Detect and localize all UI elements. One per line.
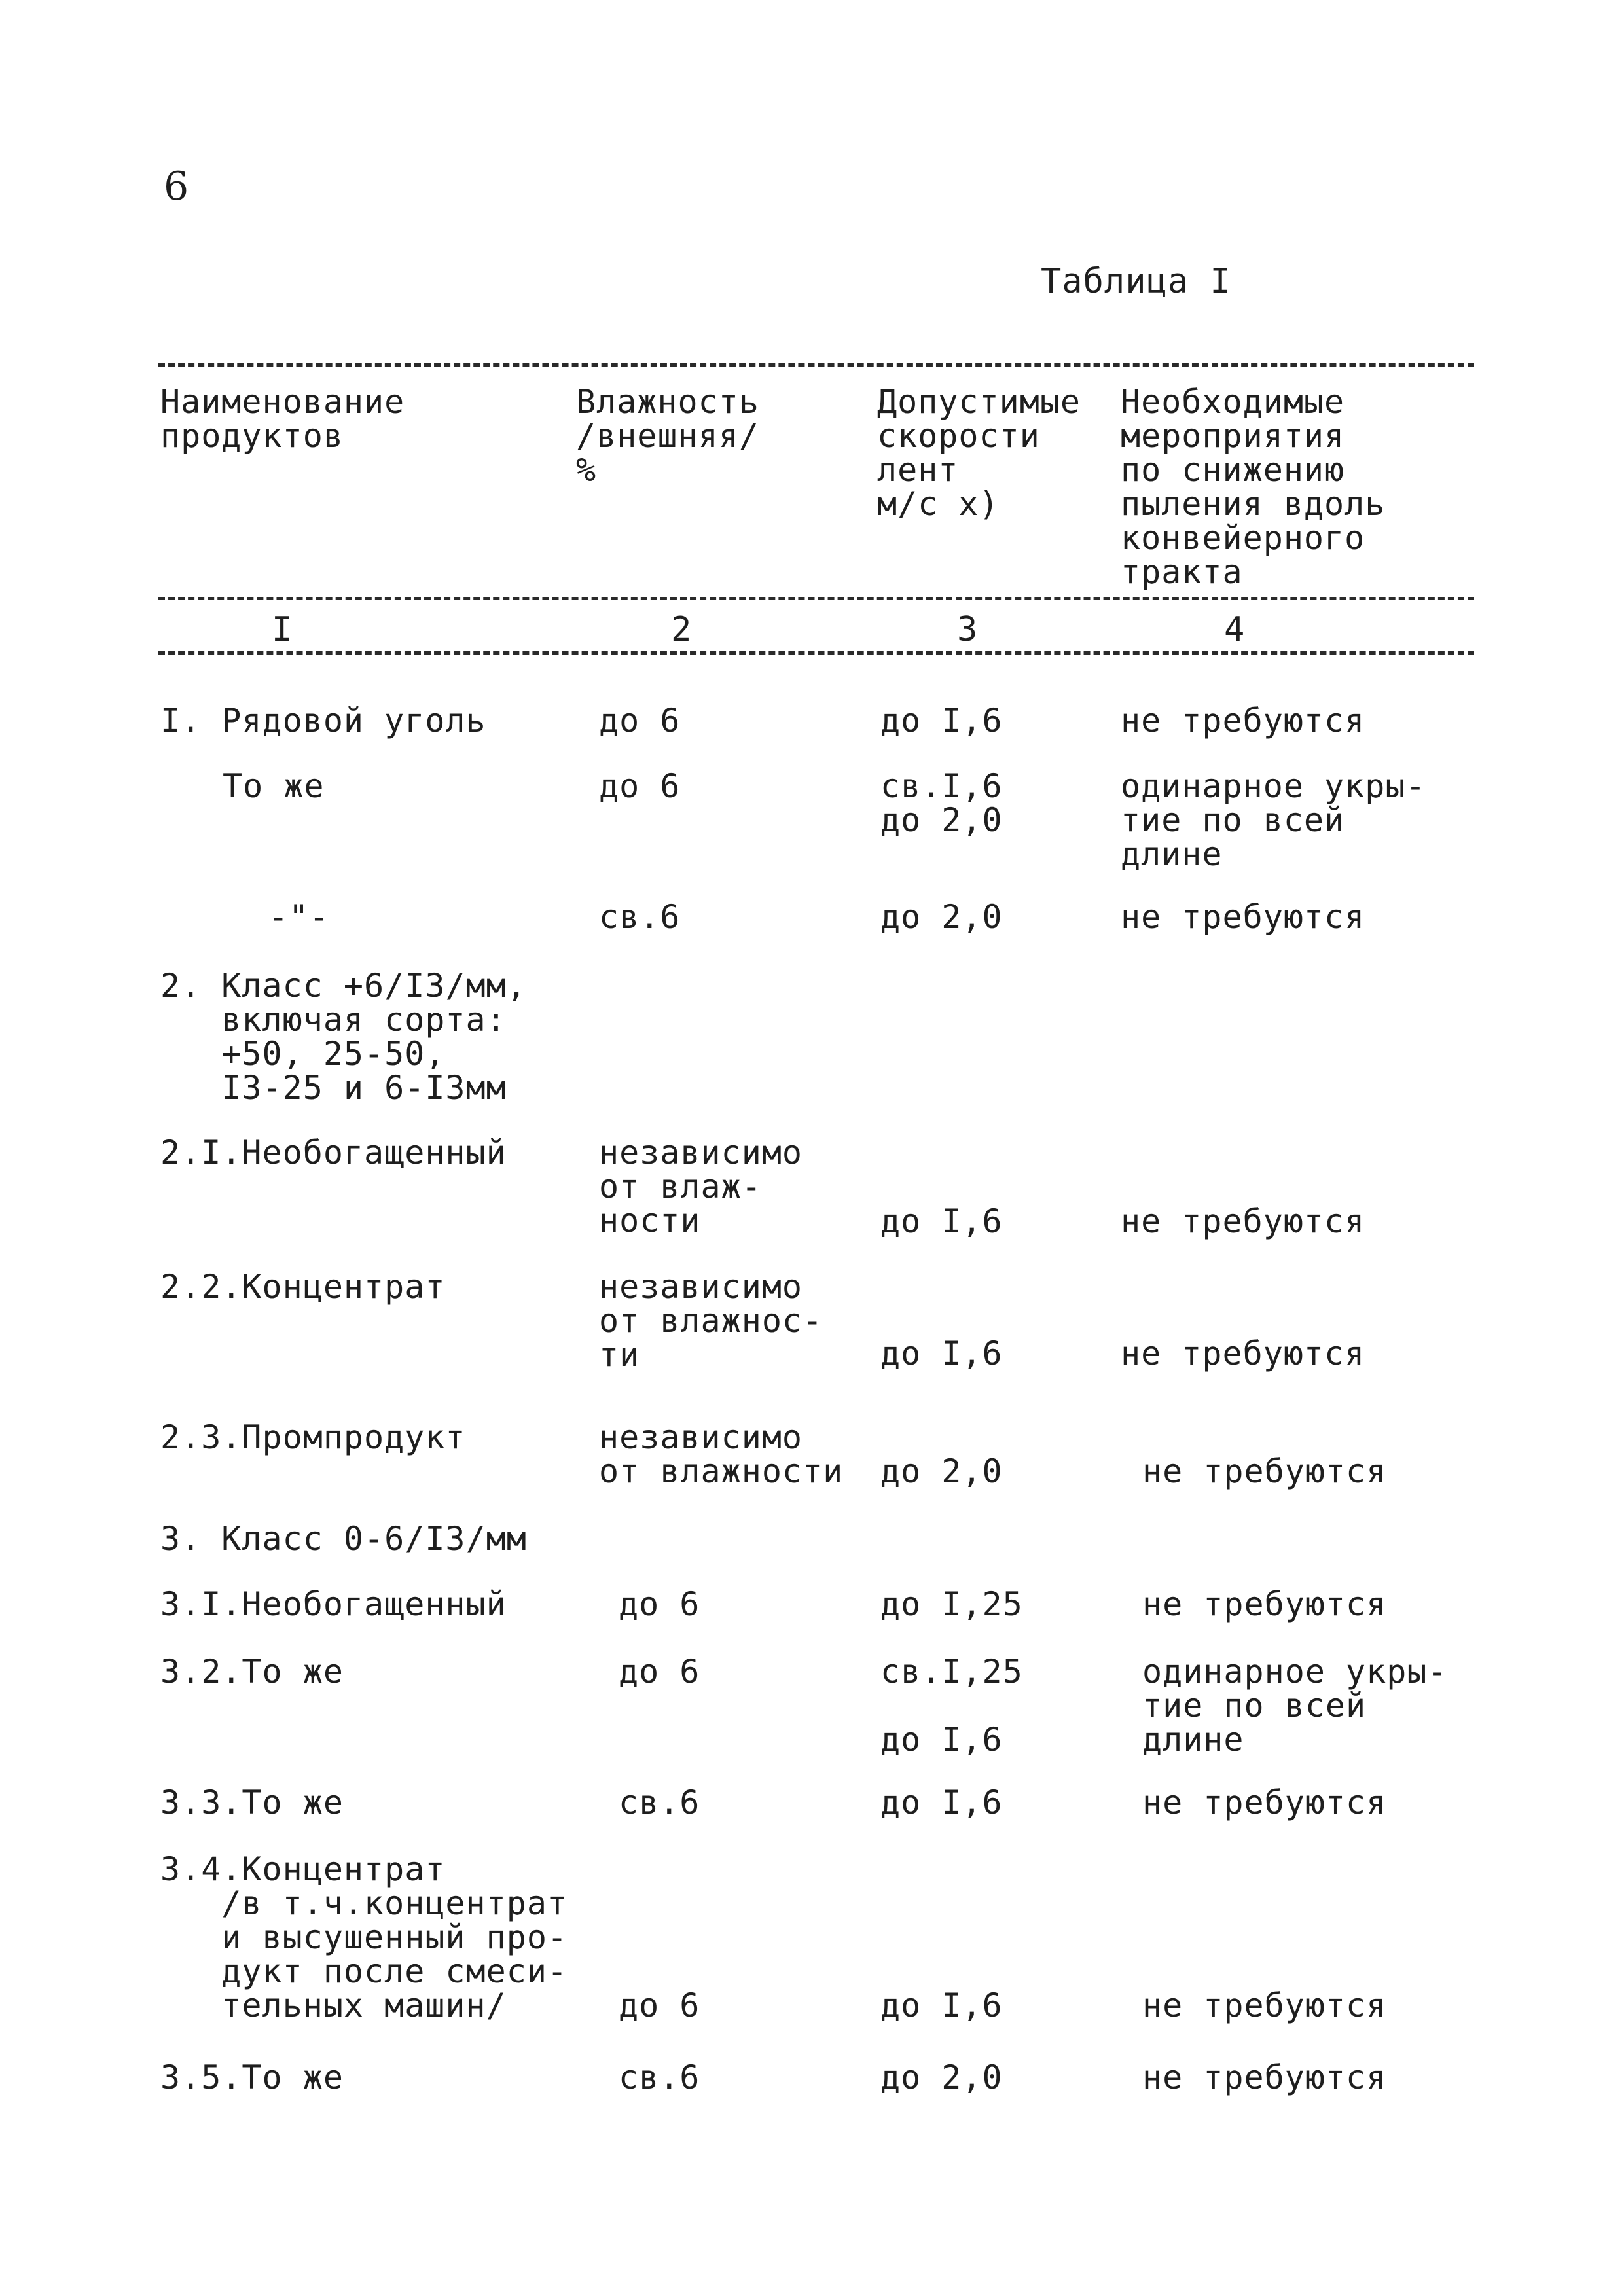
table-caption: Таблица I [1041,262,1231,301]
row-moisture: до 6 [619,1653,700,1691]
row-speed: до I,6 [880,1784,1003,1821]
row-speed: до I,6 [880,1986,1003,2024]
row-measures: не требуются [1142,1585,1387,1623]
row-moisture: св.6 [599,898,681,936]
row-measures: не требуются [1142,1986,1387,2024]
row-speed: до I,6 [880,1202,1003,1240]
row-measures: не требуются [1142,1452,1387,1490]
row-speed: до 2,0 [880,2058,1003,2096]
column-number-1: I [272,610,293,649]
column-numbers-rule [158,651,1474,655]
row-speed: до 2,0 [880,898,1003,936]
row-moisture: независимо от влажности [599,1418,844,1490]
row-moisture: до 6 [599,702,681,740]
row-product: 3. Класс 0-6/I3/мм [160,1520,527,1558]
table-top-rule [158,363,1474,367]
row-measures: одинарное укры- тие по всей длине [1142,1653,1448,1759]
row-product: 2.3.Промпродукт [160,1418,466,1456]
row-measures: не требуются [1121,898,1365,936]
header-moisture: Влажность /внешняя/ % [576,383,759,489]
row-moisture: до 6 [599,767,681,805]
row-measures: не требуются [1142,2058,1387,2096]
row-product: То же [223,767,325,805]
header-measures: Необходимые мероприятия по снижению пыления вдоль конвейерного тракта [1121,383,1386,591]
column-number-4: 4 [1224,610,1245,649]
column-number-3: 3 [957,610,978,649]
row-measures: одинарное укры- тие по всей длине [1121,767,1426,873]
row-moisture: св.6 [619,2058,700,2096]
row-moisture: независимо от влажнос- ти [599,1268,823,1374]
row-speed: св.I,6 до 2,0 [880,767,1003,839]
row-speed: до I,6 [880,702,1003,740]
row-product: -"- [268,898,330,936]
row-moisture: до 6 [619,1986,700,2024]
row-product: 2.2.Концентрат [160,1268,446,1306]
row-product: 3.3.То же [160,1784,344,1821]
row-product: 3.2.То же [160,1653,344,1691]
row-measures: не требуются [1121,1202,1365,1240]
row-measures: не требуются [1121,702,1365,740]
row-product: 3.4.Концентрат /в т.ч.концентрат и высушенный про- дукт после смеси- тельных машин/ [160,1850,568,2024]
column-number-2: 2 [671,610,692,649]
row-product: I. Рядовой уголь [160,702,486,740]
row-moisture: св.6 [619,1784,700,1821]
row-product: 2.I.Необогащенный [160,1134,507,1172]
row-measures: не требуются [1142,1784,1387,1821]
row-moisture: независимо от влаж- ности [599,1134,803,1240]
row-speed: до 2,0 [880,1452,1003,1490]
row-moisture: до 6 [619,1585,700,1623]
row-product: 3.5.То же [160,2058,344,2096]
header-bottom-rule [158,597,1474,600]
row-product: 2. Класс +6/I3/мм, включая сорта: +50, 25-50, I3-25 и 6-I3мм [160,967,527,1107]
row-speed: до I,6 [880,1335,1003,1372]
row-measures: не требуются [1121,1335,1365,1372]
header-speed: Допустимые скорости лент м/с х) [877,383,1081,523]
row-speed: св.I,25 до I,6 [880,1653,1023,1759]
row-product: 3.I.Необогащенный [160,1585,507,1623]
page-number: 6 [164,164,189,209]
header-products: Наименование продуктов [160,383,405,455]
row-speed: до I,25 [880,1585,1023,1623]
